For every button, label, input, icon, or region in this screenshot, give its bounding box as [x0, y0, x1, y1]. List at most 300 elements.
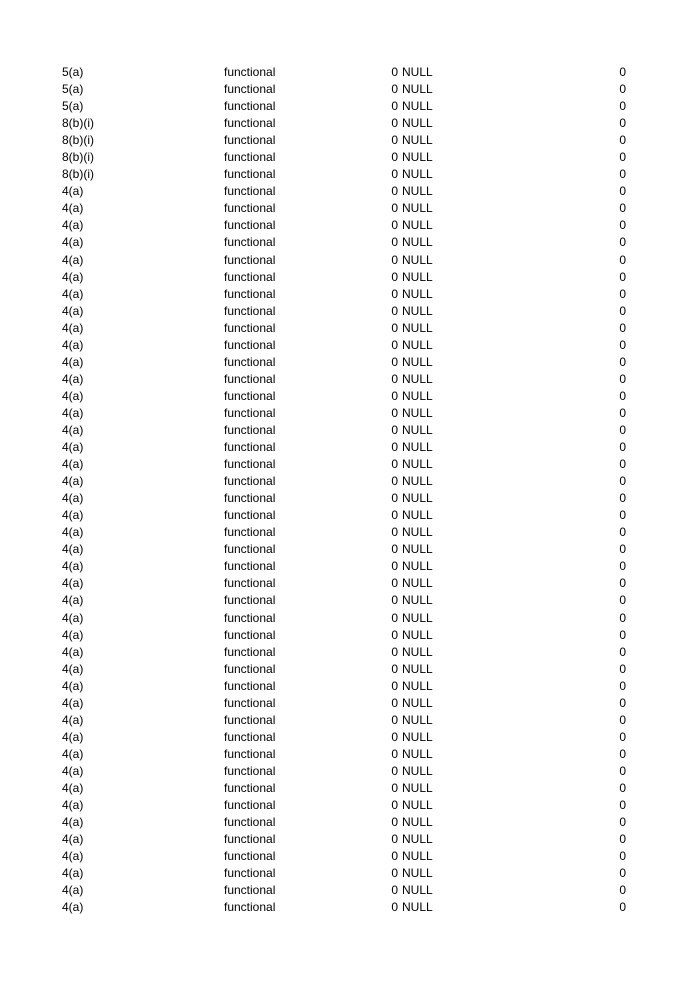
null-cell: NULL	[402, 593, 433, 608]
type-cell: functional	[224, 798, 276, 813]
type-cell: functional	[224, 678, 276, 693]
count-cell: 0	[391, 388, 398, 403]
table-row	[0, 371, 700, 388]
value-cell: 0	[619, 661, 626, 676]
value-cell: 0	[619, 82, 626, 97]
null-cell: NULL	[402, 371, 433, 386]
null-cell: NULL	[402, 65, 433, 79]
table-row	[0, 81, 700, 98]
section-cell: 4(a)	[62, 508, 84, 523]
null-cell: NULL	[402, 235, 433, 250]
table-row	[0, 388, 700, 405]
value-cell: 0	[619, 678, 626, 693]
table-row	[0, 678, 700, 695]
table-row	[0, 337, 700, 354]
type-cell: functional	[224, 900, 276, 915]
value-cell: 0	[619, 440, 626, 455]
type-cell: functional	[224, 133, 276, 148]
type-cell: functional	[224, 218, 276, 233]
count-cell: 0	[391, 627, 398, 642]
type-cell: functional	[224, 65, 276, 79]
section-cell: 4(a)	[62, 269, 84, 284]
count-cell: 0	[391, 474, 398, 489]
value-cell: 0	[619, 201, 626, 216]
type-cell: functional	[224, 371, 276, 386]
value-cell: 0	[619, 235, 626, 250]
count-cell: 0	[391, 337, 398, 352]
value-cell: 0	[619, 491, 626, 506]
type-cell: functional	[224, 269, 276, 284]
section-cell: 4(a)	[62, 354, 84, 369]
null-cell: NULL	[402, 354, 433, 369]
section-cell: 4(a)	[62, 388, 84, 403]
null-cell: NULL	[402, 866, 433, 881]
type-cell: functional	[224, 457, 276, 472]
section-cell: 8(b)(i)	[62, 150, 94, 165]
count-cell: 0	[391, 525, 398, 540]
type-cell: functional	[224, 286, 276, 301]
section-cell: 4(a)	[62, 457, 84, 472]
type-cell: functional	[224, 849, 276, 864]
type-cell: functional	[224, 235, 276, 250]
count-cell: 0	[391, 729, 398, 744]
section-cell: 4(a)	[62, 593, 84, 608]
type-cell: functional	[224, 576, 276, 591]
table-row	[0, 98, 700, 115]
count-cell: 0	[391, 712, 398, 727]
count-cell: 0	[391, 150, 398, 165]
table-row	[0, 712, 700, 729]
null-cell: NULL	[402, 746, 433, 761]
count-cell: 0	[391, 883, 398, 898]
null-cell: NULL	[402, 661, 433, 676]
count-cell: 0	[391, 303, 398, 318]
null-cell: NULL	[402, 218, 433, 233]
type-cell: functional	[224, 559, 276, 574]
null-cell: NULL	[402, 422, 433, 437]
null-cell: NULL	[402, 99, 433, 114]
type-cell: functional	[224, 729, 276, 744]
section-cell: 4(a)	[62, 900, 84, 915]
value-cell: 0	[619, 883, 626, 898]
value-cell: 0	[619, 286, 626, 301]
count-cell: 0	[391, 286, 398, 301]
table-row	[0, 115, 700, 132]
count-cell: 0	[391, 269, 398, 284]
section-cell: 4(a)	[62, 866, 84, 881]
table-row	[0, 831, 700, 848]
count-cell: 0	[391, 798, 398, 813]
value-cell: 0	[619, 116, 626, 131]
null-cell: NULL	[402, 525, 433, 540]
type-cell: functional	[224, 508, 276, 523]
value-cell: 0	[619, 388, 626, 403]
value-cell: 0	[619, 712, 626, 727]
value-cell: 0	[619, 849, 626, 864]
type-cell: functional	[224, 422, 276, 437]
value-cell: 0	[619, 320, 626, 335]
value-cell: 0	[619, 457, 626, 472]
null-cell: NULL	[402, 763, 433, 778]
type-cell: functional	[224, 337, 276, 352]
null-cell: NULL	[402, 184, 433, 199]
table-row	[0, 473, 700, 490]
value-cell: 0	[619, 508, 626, 523]
count-cell: 0	[391, 99, 398, 114]
type-cell: functional	[224, 593, 276, 608]
table-row	[0, 507, 700, 524]
count-cell: 0	[391, 491, 398, 506]
type-cell: functional	[224, 99, 276, 114]
section-cell: 4(a)	[62, 405, 84, 420]
section-cell: 4(a)	[62, 303, 84, 318]
section-cell: 4(a)	[62, 576, 84, 591]
type-cell: functional	[224, 167, 276, 182]
null-cell: NULL	[402, 303, 433, 318]
count-cell: 0	[391, 167, 398, 182]
null-cell: NULL	[402, 832, 433, 847]
table-row	[0, 848, 700, 865]
section-cell: 4(a)	[62, 371, 84, 386]
section-cell: 4(a)	[62, 883, 84, 898]
table-row	[0, 729, 700, 746]
value-cell: 0	[619, 150, 626, 165]
section-cell: 4(a)	[62, 644, 84, 659]
count-cell: 0	[391, 576, 398, 591]
count-cell: 0	[391, 422, 398, 437]
count-cell: 0	[391, 184, 398, 199]
value-cell: 0	[619, 832, 626, 847]
null-cell: NULL	[402, 729, 433, 744]
table-row	[0, 865, 700, 882]
null-cell: NULL	[402, 269, 433, 284]
section-cell: 4(a)	[62, 695, 84, 710]
type-cell: functional	[224, 116, 276, 131]
table-row	[0, 405, 700, 422]
table-row	[0, 490, 700, 507]
count-cell: 0	[391, 405, 398, 420]
null-cell: NULL	[402, 798, 433, 813]
value-cell: 0	[619, 559, 626, 574]
value-cell: 0	[619, 474, 626, 489]
section-cell: 5(a)	[62, 65, 84, 79]
null-cell: NULL	[402, 695, 433, 710]
type-cell: functional	[224, 252, 276, 267]
table-row	[0, 200, 700, 217]
value-cell: 0	[619, 269, 626, 284]
count-cell: 0	[391, 218, 398, 233]
value-cell: 0	[619, 593, 626, 608]
null-cell: NULL	[402, 491, 433, 506]
count-cell: 0	[391, 780, 398, 795]
section-cell: 4(a)	[62, 337, 84, 352]
table-row	[0, 882, 700, 899]
type-cell: functional	[224, 644, 276, 659]
table-row	[0, 217, 700, 234]
value-cell: 0	[619, 167, 626, 182]
type-cell: functional	[224, 201, 276, 216]
section-cell: 4(a)	[62, 798, 84, 813]
table-row	[0, 166, 700, 183]
null-cell: NULL	[402, 405, 433, 420]
value-cell: 0	[619, 644, 626, 659]
value-cell: 0	[619, 354, 626, 369]
type-cell: functional	[224, 525, 276, 540]
section-cell: 4(a)	[62, 491, 84, 506]
type-cell: functional	[224, 815, 276, 830]
section-cell: 4(a)	[62, 474, 84, 489]
value-cell: 0	[619, 252, 626, 267]
count-cell: 0	[391, 201, 398, 216]
value-cell: 0	[619, 763, 626, 778]
table-row	[0, 524, 700, 541]
null-cell: NULL	[402, 252, 433, 267]
table-row	[0, 661, 700, 678]
value-cell: 0	[619, 576, 626, 591]
type-cell: functional	[224, 780, 276, 795]
table-row	[0, 269, 700, 286]
table-row	[0, 234, 700, 251]
table-row	[0, 303, 700, 320]
table-row	[0, 746, 700, 763]
count-cell: 0	[391, 610, 398, 625]
null-cell: NULL	[402, 116, 433, 131]
value-cell: 0	[619, 746, 626, 761]
count-cell: 0	[391, 661, 398, 676]
value-cell: 0	[619, 371, 626, 386]
table-row	[0, 763, 700, 780]
section-cell: 8(b)(i)	[62, 116, 94, 131]
table-row	[0, 780, 700, 797]
value-cell: 0	[619, 525, 626, 540]
count-cell: 0	[391, 133, 398, 148]
value-cell: 0	[619, 729, 626, 744]
null-cell: NULL	[402, 644, 433, 659]
table-row	[0, 64, 700, 81]
null-cell: NULL	[402, 320, 433, 335]
table-row	[0, 575, 700, 592]
value-cell: 0	[619, 900, 626, 915]
type-cell: functional	[224, 388, 276, 403]
value-cell: 0	[619, 337, 626, 352]
type-cell: functional	[224, 627, 276, 642]
section-cell: 8(b)(i)	[62, 167, 94, 182]
value-cell: 0	[619, 422, 626, 437]
section-cell: 4(a)	[62, 201, 84, 216]
value-cell: 0	[619, 65, 626, 79]
type-cell: functional	[224, 763, 276, 778]
null-cell: NULL	[402, 576, 433, 591]
section-cell: 4(a)	[62, 746, 84, 761]
null-cell: NULL	[402, 150, 433, 165]
section-cell: 4(a)	[62, 235, 84, 250]
null-cell: NULL	[402, 900, 433, 915]
count-cell: 0	[391, 849, 398, 864]
null-cell: NULL	[402, 559, 433, 574]
section-cell: 4(a)	[62, 780, 84, 795]
table-row	[0, 149, 700, 166]
null-cell: NULL	[402, 542, 433, 557]
count-cell: 0	[391, 593, 398, 608]
section-cell: 4(a)	[62, 252, 84, 267]
value-cell: 0	[619, 303, 626, 318]
type-cell: functional	[224, 832, 276, 847]
count-cell: 0	[391, 508, 398, 523]
table-row	[0, 814, 700, 831]
value-cell: 0	[619, 133, 626, 148]
null-cell: NULL	[402, 508, 433, 523]
table-row	[0, 541, 700, 558]
section-cell: 5(a)	[62, 99, 84, 114]
section-cell: 4(a)	[62, 320, 84, 335]
type-cell: functional	[224, 440, 276, 455]
value-cell: 0	[619, 780, 626, 795]
section-cell: 4(a)	[62, 627, 84, 642]
count-cell: 0	[391, 235, 398, 250]
table-row	[0, 320, 700, 337]
null-cell: NULL	[402, 627, 433, 642]
section-cell: 4(a)	[62, 712, 84, 727]
section-cell: 4(a)	[62, 763, 84, 778]
table-row	[0, 592, 700, 609]
null-cell: NULL	[402, 712, 433, 727]
value-cell: 0	[619, 798, 626, 813]
table-row	[0, 354, 700, 371]
value-cell: 0	[619, 610, 626, 625]
section-cell: 4(a)	[62, 286, 84, 301]
type-cell: functional	[224, 661, 276, 676]
null-cell: NULL	[402, 849, 433, 864]
value-cell: 0	[619, 99, 626, 114]
section-cell: 4(a)	[62, 422, 84, 437]
value-cell: 0	[619, 405, 626, 420]
count-cell: 0	[391, 116, 398, 131]
section-cell: 4(a)	[62, 815, 84, 830]
type-cell: functional	[224, 746, 276, 761]
section-cell: 4(a)	[62, 184, 84, 199]
type-cell: functional	[224, 542, 276, 557]
count-cell: 0	[391, 900, 398, 915]
table-row	[0, 183, 700, 200]
section-cell: 5(a)	[62, 82, 84, 97]
type-cell: functional	[224, 184, 276, 199]
table-row	[0, 797, 700, 814]
type-cell: functional	[224, 474, 276, 489]
value-cell: 0	[619, 218, 626, 233]
table-row	[0, 286, 700, 303]
count-cell: 0	[391, 832, 398, 847]
count-cell: 0	[391, 763, 398, 778]
null-cell: NULL	[402, 610, 433, 625]
count-cell: 0	[391, 542, 398, 557]
section-cell: 4(a)	[62, 849, 84, 864]
count-cell: 0	[391, 815, 398, 830]
value-cell: 0	[619, 866, 626, 881]
null-cell: NULL	[402, 457, 433, 472]
null-cell: NULL	[402, 815, 433, 830]
null-cell: NULL	[402, 440, 433, 455]
null-cell: NULL	[402, 678, 433, 693]
table-row	[0, 439, 700, 456]
table-row	[0, 899, 700, 916]
type-cell: functional	[224, 82, 276, 97]
section-cell: 4(a)	[62, 440, 84, 455]
section-cell: 4(a)	[62, 832, 84, 847]
count-cell: 0	[391, 440, 398, 455]
type-cell: functional	[224, 354, 276, 369]
value-cell: 0	[619, 695, 626, 710]
table-row	[0, 610, 700, 627]
type-cell: functional	[224, 303, 276, 318]
count-cell: 0	[391, 866, 398, 881]
section-cell: 8(b)(i)	[62, 133, 94, 148]
count-cell: 0	[391, 457, 398, 472]
table-row	[0, 252, 700, 269]
count-cell: 0	[391, 678, 398, 693]
null-cell: NULL	[402, 883, 433, 898]
null-cell: NULL	[402, 82, 433, 97]
section-cell: 4(a)	[62, 218, 84, 233]
null-cell: NULL	[402, 286, 433, 301]
null-cell: NULL	[402, 201, 433, 216]
value-cell: 0	[619, 184, 626, 199]
count-cell: 0	[391, 559, 398, 574]
count-cell: 0	[391, 252, 398, 267]
type-cell: functional	[224, 695, 276, 710]
count-cell: 0	[391, 746, 398, 761]
table-row	[0, 644, 700, 661]
count-cell: 0	[391, 320, 398, 335]
table-row	[0, 422, 700, 439]
table-row	[0, 627, 700, 644]
type-cell: functional	[224, 883, 276, 898]
count-cell: 0	[391, 371, 398, 386]
table-row	[0, 558, 700, 575]
count-cell: 0	[391, 695, 398, 710]
count-cell: 0	[391, 644, 398, 659]
type-cell: functional	[224, 405, 276, 420]
null-cell: NULL	[402, 133, 433, 148]
type-cell: functional	[224, 712, 276, 727]
table-row	[0, 695, 700, 712]
null-cell: NULL	[402, 337, 433, 352]
section-cell: 4(a)	[62, 678, 84, 693]
section-cell: 4(a)	[62, 542, 84, 557]
type-cell: functional	[224, 491, 276, 506]
null-cell: NULL	[402, 388, 433, 403]
null-cell: NULL	[402, 167, 433, 182]
section-cell: 4(a)	[62, 525, 84, 540]
type-cell: functional	[224, 150, 276, 165]
count-cell: 0	[391, 82, 398, 97]
data-sheet	[0, 64, 700, 916]
table-row	[0, 132, 700, 149]
type-cell: functional	[224, 610, 276, 625]
value-cell: 0	[619, 815, 626, 830]
type-cell: functional	[224, 320, 276, 335]
table-row	[0, 456, 700, 473]
count-cell: 0	[391, 65, 398, 79]
section-cell: 4(a)	[62, 729, 84, 744]
type-cell: functional	[224, 866, 276, 881]
value-cell: 0	[619, 542, 626, 557]
section-cell: 4(a)	[62, 610, 84, 625]
section-cell: 4(a)	[62, 661, 84, 676]
value-cell: 0	[619, 627, 626, 642]
count-cell: 0	[391, 354, 398, 369]
null-cell: NULL	[402, 780, 433, 795]
null-cell: NULL	[402, 474, 433, 489]
